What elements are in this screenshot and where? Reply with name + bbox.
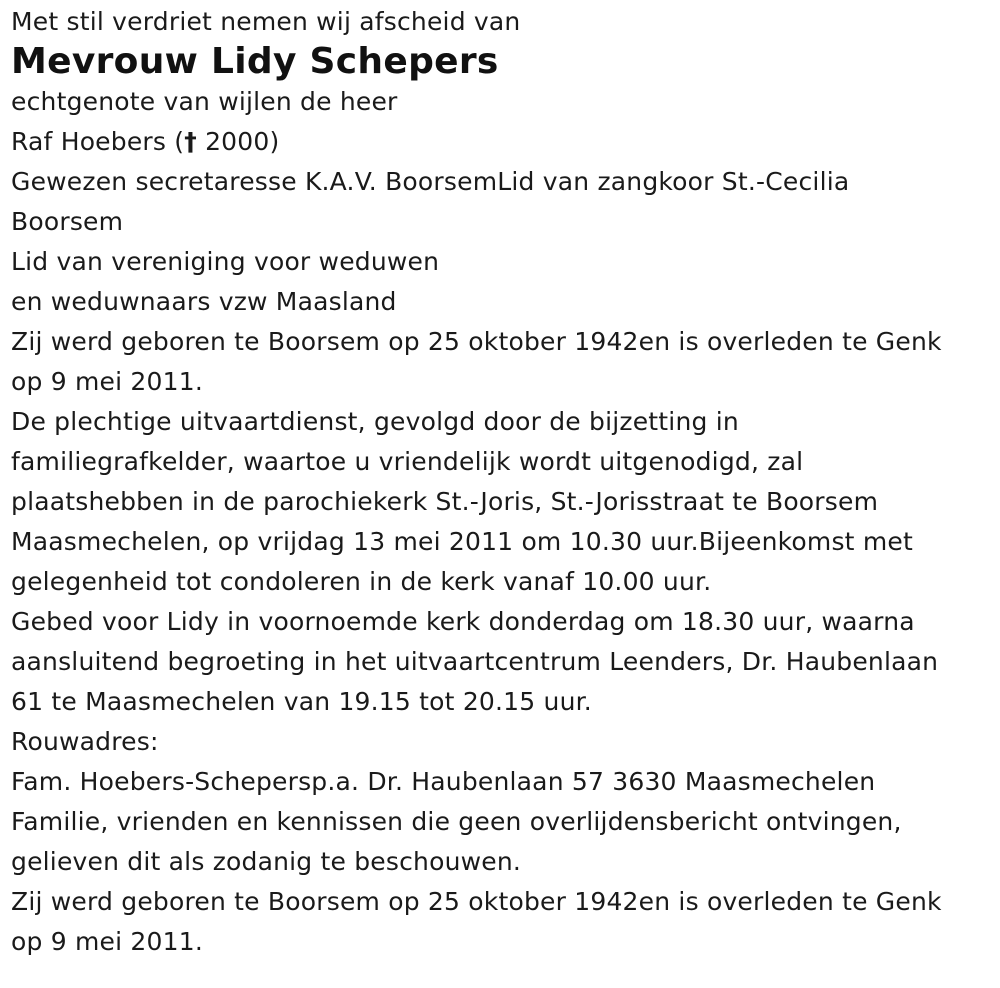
deceased-name: Mevrouw Lidy Schepers: [11, 41, 499, 82]
text-line: en weduwnaars vzw Maasland: [11, 287, 397, 316]
spouse-name-line: [11, 122, 996, 162]
text-line: aansluitend begroeting in het uitvaartcentrum Leenders, Dr. Haubenlaan: [11, 647, 939, 676]
text-line: Zij werd geboren te Boorsem op 25 oktober 1942en is overleden te Genk: [11, 327, 942, 356]
text-line: op 9 mei 2011.: [11, 927, 203, 956]
spouse-line: echtgenote van wijlen de heer: [11, 87, 398, 116]
text-line: op 9 mei 2011.: [11, 367, 203, 396]
text-line: Gewezen secretaresse K.A.V. BoorsemLid van zangkoor St.-Cecilia: [11, 167, 850, 196]
text-line: Maasmechelen, op vrijdag 13 mei 2011 om 10.30 uur.Bijeenkomst met: [11, 527, 913, 556]
text-line: plaatshebben in de parochiekerk St.-Joris, St.-Jorisstraat te Boorsem: [11, 487, 879, 516]
cross-icon: †: [184, 127, 197, 156]
text-line: De plechtige uitvaartdienst, gevolgd door de bijzetting in: [11, 407, 739, 436]
death-notice: [11, 2, 996, 962]
text-line: Boorsem: [11, 207, 124, 236]
text-line: Lid van vereniging voor weduwen: [11, 247, 440, 276]
text-line: 61 te Maasmechelen van 19.15 tot 20.15 uur.: [11, 687, 592, 716]
text-line: Rouwadres:: [11, 727, 159, 756]
text-line: Zij werd geboren te Boorsem op 25 oktober 1942en is overleden te Genk: [11, 887, 942, 916]
spouse-name-prefix: Raf Hoebers (: [11, 127, 185, 156]
intro-line: Met stil verdriet nemen wij afscheid van: [11, 7, 521, 36]
text-line: Familie, vrienden en kennissen die geen overlijdensbericht ontvingen,: [11, 807, 902, 836]
text-line: familiegrafkelder, waartoe u vriendelijk wordt uitgenodigd, zal: [11, 447, 804, 476]
text-line: Fam. Hoebers-Schepersp.a. Dr. Haubenlaan 57 3630 Maasmechelen: [11, 767, 876, 796]
text-line: Gebed voor Lidy in voornoemde kerk donderdag om 18.30 uur, waarna: [11, 607, 915, 636]
spouse-name-suffix: 2000): [196, 127, 280, 156]
text-line: gelegenheid tot condoleren in de kerk vanaf 10.00 uur.: [11, 567, 712, 596]
text-line: gelieven dit als zodanig te beschouwen.: [11, 847, 522, 876]
